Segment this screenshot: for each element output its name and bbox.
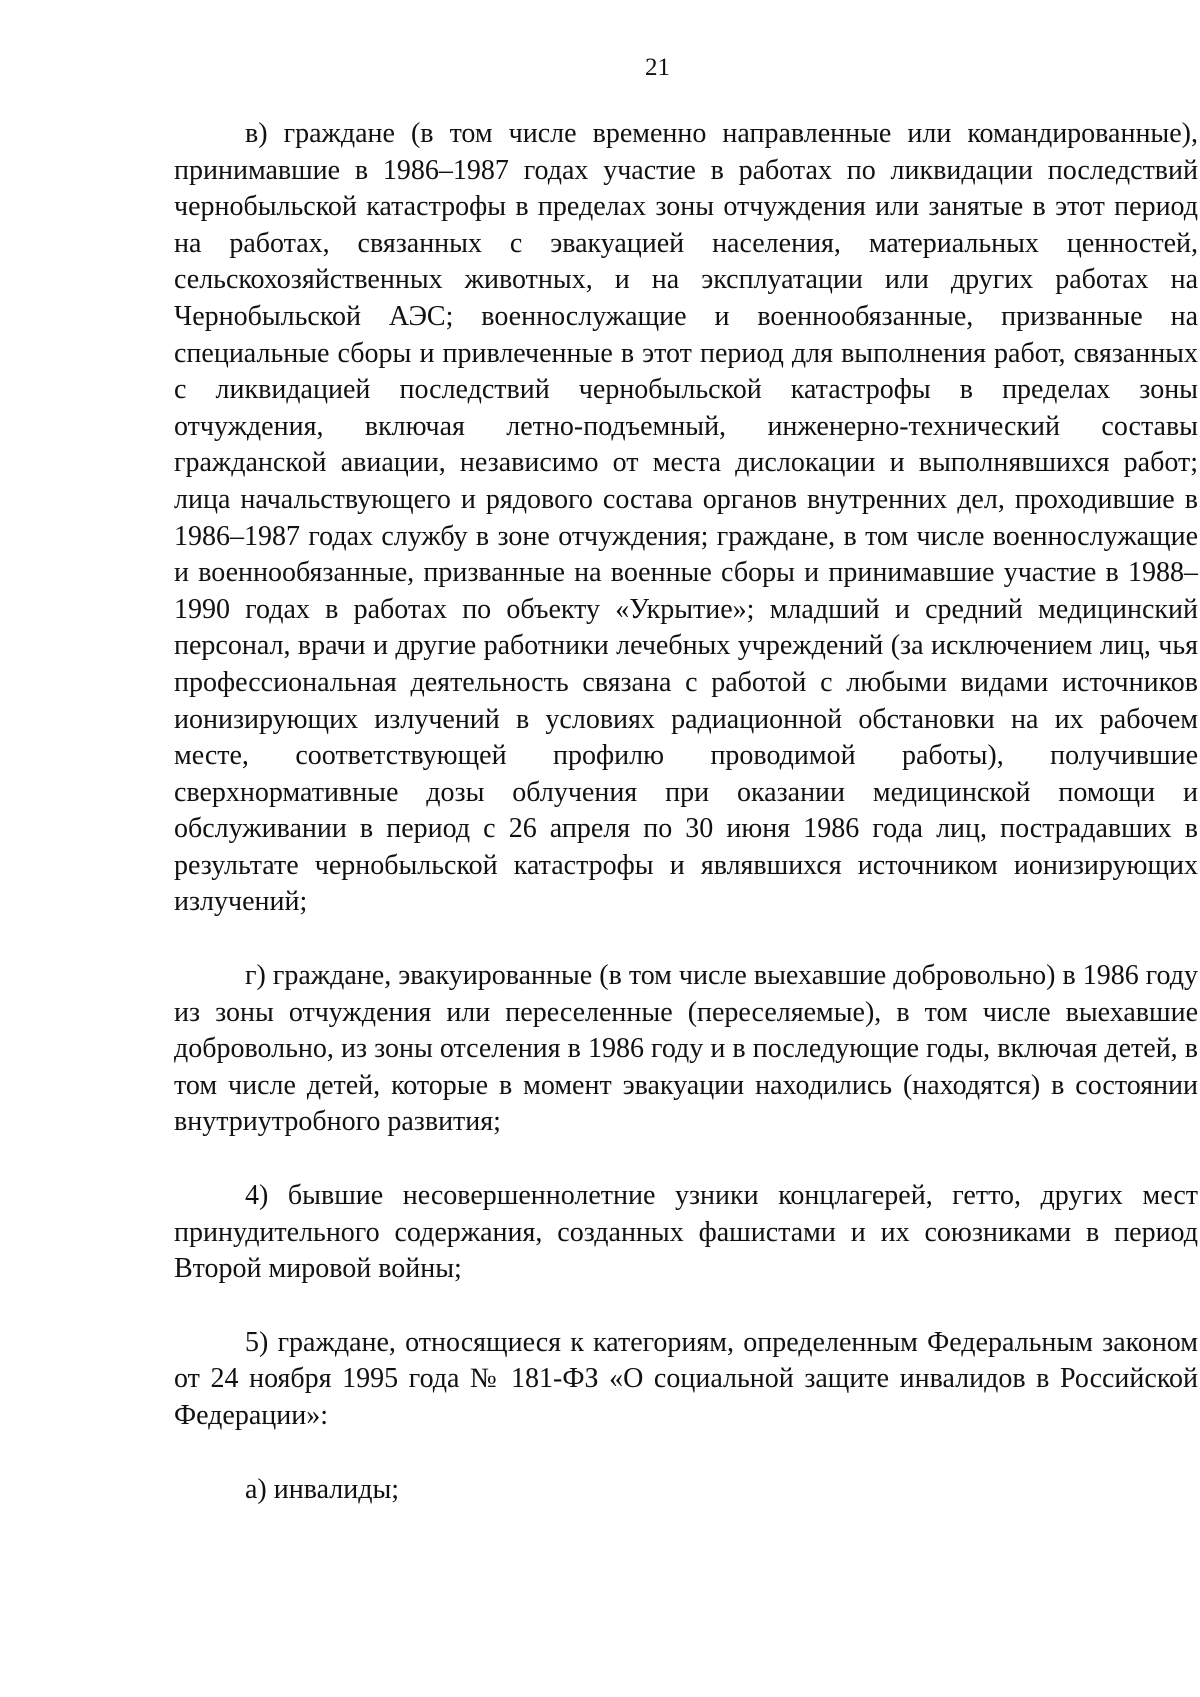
- paragraph-4: 4) бывшие несовершеннолетние узники концлагерей, гетто, других мест принудительного содержания, созданных фашистами и их союзниками в период Второй мировой войны;: [174, 1180, 1198, 1285]
- document-body: [174, 116, 1198, 1508]
- paragraph-g: г) граждане, эвакуированные (в том числе выехавшие добровольно) в 1986 году из зоны отчуждения или переселенные (переселяемые), в том числе выехавшие добровольно, из зоны отселения в 1986 году и в последующие годы, включая детей, в том числе детей, которые в момент эвакуации находились (находятся) в состоянии внутриутробного развития;: [174, 960, 1198, 1138]
- paragraph-a: а) инвалиды;: [245, 1473, 400, 1505]
- paragraph-5: 5) граждане, относящиеся к категориям, определенным Федеральным законом от 24 ноября 1995 года № 181-ФЗ «О социальной защите инвалидов в Российской Федерации»:: [174, 1326, 1198, 1431]
- paragraph-v: в) граждане (в том числе временно направленные или командированные), принимавшие в 1986–1987 годах участие в работах по ликвидации последствий чернобыльской катастрофы в пределах зоны отчуждения или занятые в этот период на работах, связанных с эвакуацией населения, материальных ценностей, сельскохозяйственных животных, и на эксплуатации или других работах на Чернобыльской АЭС; военнослужащие и военнообязанные, призванные на специальные сборы и привлеченные в этот период для выполнения работ, связанных с ликвидацией последствий чернобыльской катастрофы в пределах зоны отчуждения, включая летно-подъемный, инженерно-технический составы гражданской авиации, независимо от места дислокации и выполнявшихся работ; лица начальствующего и рядового состава органов внутренних дел, проходившие в 1986–1987 годах службу в зоне отчуждения; граждане, в том числе военнослужащие и военнообязанные, призванные на военные сборы и принимавшие участие в 1988–1990 годах в работах по объекту «Укрытие»; младший и средний медицинский персонал, врачи и другие работники лечебных учреждений (за исключением лиц, чья профессиональная деятельность связана с работой с любыми видами источников ионизирующих излучений в условиях радиационной обстановки на их рабочем месте, соответствующей профилю проводимой работы), получившие сверхнормативные дозы облучения при оказании медицинской помощи и обслуживании в период с 26 апреля по 30 июня 1986 года лиц, пострадавших в результате чернобыльской катастрофы и являвшихся источником ионизирующих излучений;: [174, 118, 1198, 918]
- page-number: 21: [645, 54, 670, 81]
